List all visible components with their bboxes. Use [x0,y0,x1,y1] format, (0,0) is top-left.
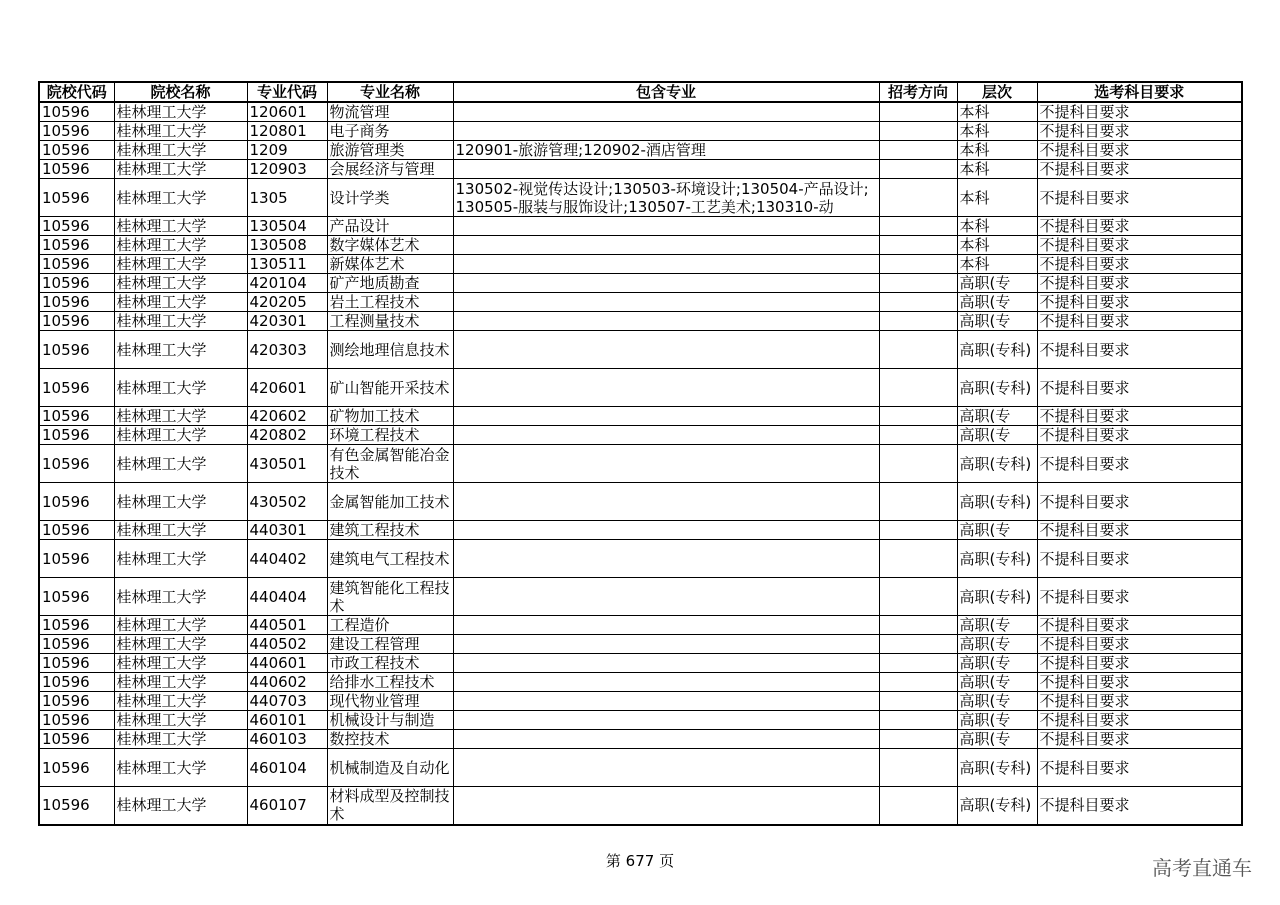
cell-major-name: 矿产地质勘查 [327,274,453,293]
cell-major-name: 测绘地理信息技术 [327,331,453,369]
table-row [39,445,1242,483]
cell-major-name: 给排水工程技术 [327,673,453,692]
cell-major-name: 环境工程技术 [327,426,453,445]
cell-included-majors [453,369,879,407]
cell-direction [879,730,957,749]
cell-school-name: 桂林理工大学 [114,692,247,711]
cell-direction [879,426,957,445]
cell-subject-requirement: 不提科目要求 [1037,407,1242,426]
cell-level: 高职(专科) [957,331,1037,369]
header-row [39,82,1242,102]
cell-level: 高职(专 [957,312,1037,331]
cell-major-code: 460103 [247,730,327,749]
cell-school-name: 桂林理工大学 [114,141,247,160]
table-row [39,236,1242,255]
cell-school-name: 桂林理工大学 [114,274,247,293]
table-row [39,692,1242,711]
cell-level: 高职(专 [957,711,1037,730]
cell-school-code: 10596 [39,236,114,255]
cell-level: 高职(专 [957,616,1037,635]
cell-level: 本科 [957,236,1037,255]
cell-direction [879,122,957,141]
cell-level: 高职(专科) [957,445,1037,483]
cell-included-majors [453,635,879,654]
table-row [39,749,1242,787]
cell-direction [879,255,957,274]
cell-school-code: 10596 [39,749,114,787]
table-row [39,483,1242,521]
cell-direction [879,217,957,236]
cell-school-name: 桂林理工大学 [114,711,247,730]
cell-direction [879,312,957,331]
cell-major-code: 430502 [247,483,327,521]
cell-school-code: 10596 [39,730,114,749]
cell-major-code: 120903 [247,160,327,179]
cell-school-name: 桂林理工大学 [114,331,247,369]
table-row [39,369,1242,407]
cell-direction [879,654,957,673]
cell-major-name: 机械制造及自动化 [327,749,453,787]
cell-school-name: 桂林理工大学 [114,673,247,692]
cell-subject-requirement: 不提科目要求 [1037,521,1242,540]
cell-included-majors [453,521,879,540]
header-major-name: 专业名称 [327,82,453,102]
cell-major-name: 工程造价 [327,616,453,635]
table-row [39,179,1242,217]
cell-major-name: 有色金属智能冶金技术 [327,445,453,483]
cell-major-name: 电子商务 [327,122,453,141]
cell-level: 本科 [957,141,1037,160]
cell-level: 本科 [957,160,1037,179]
cell-school-name: 桂林理工大学 [114,483,247,521]
table-row [39,426,1242,445]
table-row [39,274,1242,293]
cell-school-name: 桂林理工大学 [114,255,247,274]
table-row [39,122,1242,141]
cell-subject-requirement: 不提科目要求 [1037,369,1242,407]
cell-school-code: 10596 [39,654,114,673]
cell-major-code: 420601 [247,369,327,407]
cell-major-code: 120601 [247,102,327,122]
cell-school-name: 桂林理工大学 [114,540,247,578]
cell-school-code: 10596 [39,407,114,426]
cell-included-majors [453,293,879,312]
cell-school-name: 桂林理工大学 [114,730,247,749]
cell-school-code: 10596 [39,578,114,616]
cell-level: 本科 [957,122,1037,141]
cell-direction [879,635,957,654]
cell-included-majors [453,407,879,426]
cell-major-name: 材料成型及控制技术 [327,787,453,825]
cell-included-majors [453,673,879,692]
cell-level: 高职(专 [957,293,1037,312]
cell-direction [879,236,957,255]
table-row [39,521,1242,540]
cell-direction [879,483,957,521]
cell-subject-requirement: 不提科目要求 [1037,654,1242,673]
header-school-code: 院校代码 [39,82,114,102]
cell-direction [879,407,957,426]
table-row [39,616,1242,635]
cell-major-name: 建设工程管理 [327,635,453,654]
cell-included-majors: 130502-视觉传达设计;130503-环境设计;130504-产品设计;130505-服装与服饰设计;130507-工艺美术;130310-动 [453,179,879,217]
cell-included-majors [453,331,879,369]
cell-school-name: 桂林理工大学 [114,160,247,179]
cell-direction [879,521,957,540]
table-row [39,673,1242,692]
cell-level: 高职(专 [957,692,1037,711]
cell-school-name: 桂林理工大学 [114,787,247,825]
table-row [39,635,1242,654]
cell-subject-requirement: 不提科目要求 [1037,673,1242,692]
cell-major-code: 1305 [247,179,327,217]
cell-school-name: 桂林理工大学 [114,369,247,407]
header-subject-requirement: 选考科目要求 [1037,82,1242,102]
cell-major-code: 440402 [247,540,327,578]
cell-school-code: 10596 [39,179,114,217]
admission-table [38,81,1243,826]
cell-subject-requirement: 不提科目要求 [1037,312,1242,331]
cell-included-majors [453,540,879,578]
cell-major-code: 440601 [247,654,327,673]
table-row [39,407,1242,426]
cell-school-name: 桂林理工大学 [114,179,247,217]
cell-subject-requirement: 不提科目要求 [1037,160,1242,179]
cell-direction [879,102,957,122]
cell-school-code: 10596 [39,102,114,122]
cell-included-majors [453,730,879,749]
cell-included-majors [453,122,879,141]
table-row [39,102,1242,122]
cell-major-code: 420205 [247,293,327,312]
cell-level: 高职(专 [957,654,1037,673]
cell-school-code: 10596 [39,483,114,521]
cell-direction [879,445,957,483]
cell-subject-requirement: 不提科目要求 [1037,331,1242,369]
cell-school-code: 10596 [39,369,114,407]
cell-subject-requirement: 不提科目要求 [1037,426,1242,445]
cell-school-code: 10596 [39,312,114,331]
cell-major-code: 120801 [247,122,327,141]
cell-level: 高职(专 [957,673,1037,692]
cell-level: 本科 [957,217,1037,236]
cell-major-code: 460104 [247,749,327,787]
cell-major-code: 130511 [247,255,327,274]
cell-school-name: 桂林理工大学 [114,217,247,236]
cell-school-name: 桂林理工大学 [114,749,247,787]
cell-direction [879,787,957,825]
cell-subject-requirement: 不提科目要求 [1037,711,1242,730]
table-row [39,540,1242,578]
cell-direction [879,673,957,692]
cell-school-code: 10596 [39,673,114,692]
header-included-majors: 包含专业 [453,82,879,102]
cell-major-name: 金属智能加工技术 [327,483,453,521]
cell-major-name: 旅游管理类 [327,141,453,160]
header-level: 层次 [957,82,1037,102]
cell-subject-requirement: 不提科目要求 [1037,749,1242,787]
table-row [39,312,1242,331]
cell-level: 高职(专 [957,274,1037,293]
cell-school-code: 10596 [39,521,114,540]
cell-school-name: 桂林理工大学 [114,122,247,141]
cell-school-code: 10596 [39,217,114,236]
cell-direction [879,179,957,217]
table-row [39,654,1242,673]
table-row [39,331,1242,369]
cell-included-majors [453,711,879,730]
cell-major-code: 130504 [247,217,327,236]
cell-school-code: 10596 [39,255,114,274]
cell-included-majors [453,236,879,255]
table-row [39,578,1242,616]
cell-major-code: 440602 [247,673,327,692]
cell-major-name: 工程测量技术 [327,312,453,331]
cell-included-majors [453,749,879,787]
cell-major-name: 机械设计与制造 [327,711,453,730]
cell-level: 本科 [957,102,1037,122]
cell-school-code: 10596 [39,692,114,711]
cell-school-code: 10596 [39,141,114,160]
cell-direction [879,616,957,635]
cell-school-code: 10596 [39,160,114,179]
cell-school-name: 桂林理工大学 [114,635,247,654]
cell-subject-requirement: 不提科目要求 [1037,540,1242,578]
cell-subject-requirement: 不提科目要求 [1037,787,1242,825]
header-major-code: 专业代码 [247,82,327,102]
cell-school-name: 桂林理工大学 [114,654,247,673]
cell-included-majors [453,217,879,236]
cell-major-code: 460107 [247,787,327,825]
cell-subject-requirement: 不提科目要求 [1037,445,1242,483]
cell-school-code: 10596 [39,635,114,654]
cell-included-majors [453,787,879,825]
cell-subject-requirement: 不提科目要求 [1037,102,1242,122]
cell-major-name: 会展经济与管理 [327,160,453,179]
cell-school-code: 10596 [39,540,114,578]
table-row [39,787,1242,825]
page-number: 第 677 页 [605,852,675,870]
cell-school-name: 桂林理工大学 [114,445,247,483]
cell-school-name: 桂林理工大学 [114,102,247,122]
cell-school-name: 桂林理工大学 [114,521,247,540]
cell-major-name: 现代物业管理 [327,692,453,711]
cell-major-name: 物流管理 [327,102,453,122]
cell-direction [879,749,957,787]
table-row [39,730,1242,749]
cell-major-name: 数字媒体艺术 [327,236,453,255]
table-row [39,293,1242,312]
cell-major-code: 420802 [247,426,327,445]
cell-included-majors [453,483,879,521]
cell-subject-requirement: 不提科目要求 [1037,141,1242,160]
cell-subject-requirement: 不提科目要求 [1037,616,1242,635]
cell-major-name: 建筑工程技术 [327,521,453,540]
cell-level: 高职(专科) [957,749,1037,787]
cell-included-majors [453,102,879,122]
table-row [39,217,1242,236]
table-row [39,255,1242,274]
cell-school-name: 桂林理工大学 [114,312,247,331]
table-row [39,160,1242,179]
cell-school-code: 10596 [39,787,114,825]
cell-school-code: 10596 [39,122,114,141]
cell-subject-requirement: 不提科目要求 [1037,293,1242,312]
cell-level: 高职(专科) [957,540,1037,578]
cell-subject-requirement: 不提科目要求 [1037,635,1242,654]
cell-subject-requirement: 不提科目要求 [1037,274,1242,293]
cell-direction [879,711,957,730]
cell-direction [879,331,957,369]
header-direction: 招考方向 [879,82,957,102]
cell-school-name: 桂林理工大学 [114,407,247,426]
cell-major-name: 建筑智能化工程技术 [327,578,453,616]
cell-major-name: 数控技术 [327,730,453,749]
cell-major-name: 岩土工程技术 [327,293,453,312]
cell-subject-requirement: 不提科目要求 [1037,578,1242,616]
cell-level: 高职(专科) [957,578,1037,616]
cell-school-code: 10596 [39,445,114,483]
cell-level: 高职(专 [957,635,1037,654]
cell-included-majors [453,255,879,274]
cell-school-code: 10596 [39,274,114,293]
cell-included-majors [453,445,879,483]
watermark: 高考直通车 [1152,856,1252,880]
cell-major-code: 440301 [247,521,327,540]
cell-included-majors [453,616,879,635]
cell-major-name: 新媒体艺术 [327,255,453,274]
cell-level: 高职(专科) [957,369,1037,407]
cell-major-name: 矿物加工技术 [327,407,453,426]
cell-major-code: 1209 [247,141,327,160]
cell-level: 高职(专 [957,730,1037,749]
cell-included-majors [453,692,879,711]
cell-school-name: 桂林理工大学 [114,236,247,255]
cell-major-code: 420104 [247,274,327,293]
cell-direction [879,692,957,711]
cell-major-code: 420602 [247,407,327,426]
cell-subject-requirement: 不提科目要求 [1037,730,1242,749]
cell-major-code: 440404 [247,578,327,616]
cell-subject-requirement: 不提科目要求 [1037,179,1242,217]
cell-major-code: 130508 [247,236,327,255]
cell-school-name: 桂林理工大学 [114,616,247,635]
cell-direction [879,578,957,616]
cell-school-code: 10596 [39,293,114,312]
cell-included-majors [453,654,879,673]
cell-included-majors [453,274,879,293]
cell-subject-requirement: 不提科目要求 [1037,122,1242,141]
table-body [39,102,1242,825]
cell-school-code: 10596 [39,331,114,369]
cell-major-code: 420301 [247,312,327,331]
cell-direction [879,369,957,407]
cell-level: 高职(专 [957,426,1037,445]
cell-included-majors: 120901-旅游管理;120902-酒店管理 [453,141,879,160]
header-school-name: 院校名称 [114,82,247,102]
cell-major-code: 440501 [247,616,327,635]
cell-direction [879,160,957,179]
cell-direction [879,141,957,160]
cell-included-majors [453,426,879,445]
cell-level: 高职(专 [957,521,1037,540]
cell-direction [879,540,957,578]
cell-school-name: 桂林理工大学 [114,293,247,312]
cell-major-name: 设计学类 [327,179,453,217]
cell-subject-requirement: 不提科目要求 [1037,217,1242,236]
cell-major-code: 430501 [247,445,327,483]
cell-level: 高职(专科) [957,483,1037,521]
cell-school-name: 桂林理工大学 [114,426,247,445]
cell-subject-requirement: 不提科目要求 [1037,236,1242,255]
cell-level: 高职(专 [957,407,1037,426]
cell-subject-requirement: 不提科目要求 [1037,483,1242,521]
cell-level: 本科 [957,255,1037,274]
cell-level: 本科 [957,179,1037,217]
cell-major-code: 440703 [247,692,327,711]
cell-major-name: 建筑电气工程技术 [327,540,453,578]
cell-major-code: 460101 [247,711,327,730]
cell-major-name: 市政工程技术 [327,654,453,673]
table-header [39,82,1242,102]
cell-major-name: 产品设计 [327,217,453,236]
table-row [39,711,1242,730]
cell-school-code: 10596 [39,711,114,730]
cell-level: 高职(专科) [957,787,1037,825]
cell-direction [879,293,957,312]
cell-school-code: 10596 [39,616,114,635]
cell-major-code: 440502 [247,635,327,654]
cell-subject-requirement: 不提科目要求 [1037,692,1242,711]
table-row [39,141,1242,160]
cell-school-code: 10596 [39,426,114,445]
cell-major-code: 420303 [247,331,327,369]
cell-school-name: 桂林理工大学 [114,578,247,616]
cell-included-majors [453,312,879,331]
cell-direction [879,274,957,293]
cell-included-majors [453,160,879,179]
cell-major-name: 矿山智能开采技术 [327,369,453,407]
cell-subject-requirement: 不提科目要求 [1037,255,1242,274]
cell-included-majors [453,578,879,616]
